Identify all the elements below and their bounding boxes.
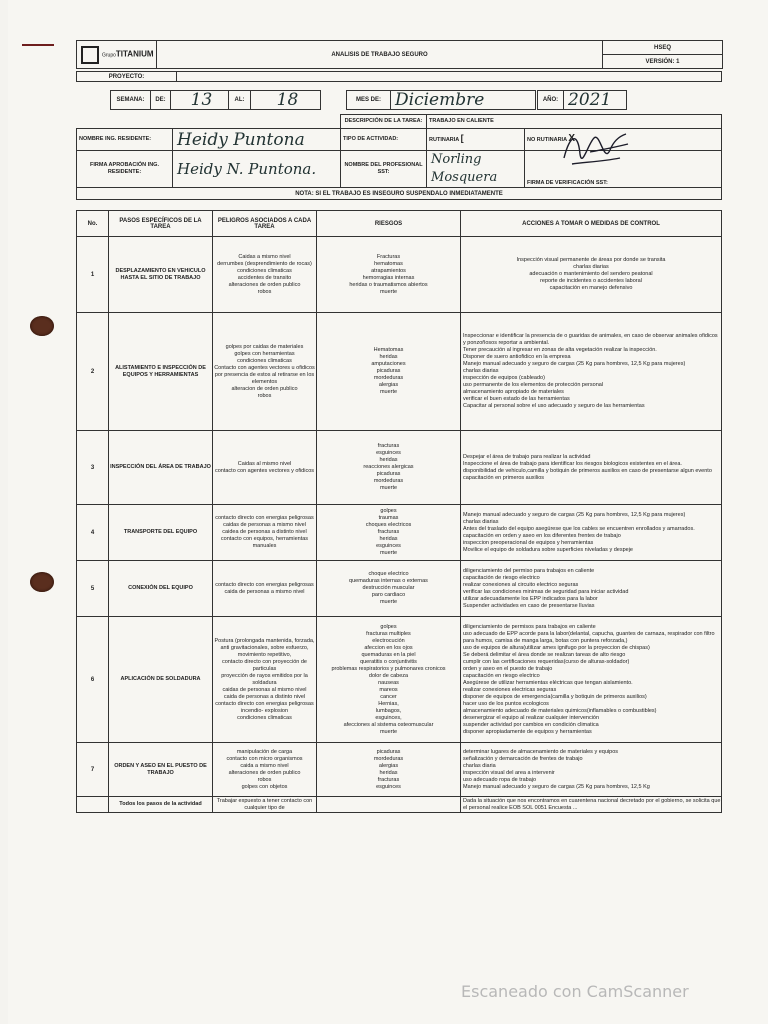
table-row	[77, 617, 722, 743]
row-peligros: Caidas al mismo nivel contacto con agentes vectores y ofidicos	[213, 431, 317, 505]
punch-hole-2	[30, 572, 54, 592]
logo-name: TITANIUM	[115, 49, 154, 59]
nombre-residente-label: NOMBRE ING. RESIDENTE:	[77, 129, 173, 151]
ano-label: AÑO:	[538, 91, 564, 110]
punch-hole-1	[30, 316, 54, 336]
col-header-peligros: PELIGROS ASOCIADOS A CADA TAREA	[213, 211, 317, 237]
project-label: PROYECTO:	[77, 72, 177, 82]
de-label: DE:	[151, 91, 171, 110]
table-row	[77, 313, 722, 431]
row-no: 2	[77, 313, 109, 431]
profesional-label: NOMBRE DEL PROFESIONAL SST:	[341, 151, 427, 188]
logo	[77, 41, 157, 69]
col-header-no: No.	[77, 211, 109, 237]
rutinaria-mark: [	[460, 133, 464, 143]
firma-verificacion-label: FIRMA DE VERIFICACIÓN SST:	[525, 151, 722, 188]
row-paso: ORDEN Y ASEO EN EL PUESTO DE TRABAJO	[109, 743, 213, 797]
row-riesgos: Fracturas hematomas atrapamientos hemorragias internas heridas o traumatismos abiertos muerte	[317, 237, 461, 313]
spacer	[77, 115, 341, 129]
table-row	[77, 561, 722, 617]
week-box	[110, 90, 321, 110]
row-acciones: Inspección visual permanente de áreas por donde se transita charlas diarias adecuación o mantenimiento del sendero peatonal reporte de incidentes o accidentes laboral capacitación en manejo defensivo	[461, 237, 722, 313]
row-no: 4	[77, 505, 109, 561]
firma-residente-label: FIRMA APROBACIÓN ING. RESIDENTE:	[77, 151, 173, 188]
al-value: 18	[251, 91, 321, 110]
desc-value: TRABAJO EN CALIENTE	[427, 115, 722, 129]
version-label: VERSIÓN: 1	[603, 55, 723, 69]
table-row	[77, 431, 722, 505]
row-acciones: diligenciamiento del permiso para trabajos en caliente capacitación de riesgo electrico realizar conexiones al circuito electrico seguras verificar las condiciones minimas de seguridad para iniciar actividad utilizar adecuadamente los EPP indicados para la labor Suspender actividades en caso de presentarse lluvias	[461, 561, 722, 617]
al-label: AL:	[229, 91, 251, 110]
row-paso: APLICACIÓN DE SOLDADURA	[109, 617, 213, 743]
profesional-value: Norling Mosquera	[427, 151, 525, 188]
table-row	[77, 743, 722, 797]
semana-label: SEMANA:	[111, 91, 151, 110]
firma-residente-value: Heidy N. Puntona.	[173, 151, 341, 188]
row-peligros: Caidas a mismo nivel derrumbes (desprendimiento de rocas) condiciones climaticas accidentes de transito alteraciones de orden publico robos	[213, 237, 317, 313]
table-row	[77, 237, 722, 313]
mes-label: MES DE:	[347, 91, 391, 110]
row-acciones: Manejo manual adecuado y seguro de cargas (25 Kg para hombres, 12,5 Kg para mujeres) charlas diarias Antes del traslado del equipo asegúrese que los cables se encuentren enrollados y amarrados. capacitación en orden y aseo en los diferentes frentes de trabajo inspeccion preoperacional de equipos y herramientas Movilice el equipo de soldadura sobre superficies niveladas y despeje	[461, 505, 722, 561]
risk-table	[76, 210, 722, 813]
row-no: 3	[77, 431, 109, 505]
rutinaria-label: RUTINARIA	[429, 137, 460, 143]
row-peligros: manipulación de carga contacto con micro organismos caida a mismo nivel alteraciones de orden publico robos golpes con objetos	[213, 743, 317, 797]
titanium-logo-icon	[81, 46, 99, 64]
row-acciones: determinar lugares de almacenamiento de materiales y equipos señalización y demarcación de frentes de trabajo charlas diaria inspección visual del area a intervenir uso adecuado ropa de trabajo Manejo manual adecuado y seguro de cargas (25 Kg para hombres, 12,5 Kg	[461, 743, 722, 797]
row-riesgos	[317, 797, 461, 813]
project-value	[177, 72, 722, 82]
row-no: 6	[77, 617, 109, 743]
row-acciones: diligenciamiento de permisos para trabajos en caliente uso adecuado de EPP acorde para la labor(delantal, capucha, guantes de carnaza, respirador con filtro para humos, camisa de manga larga, botas con puntera reforzada,) uso de equipos de altura(utilizar ames ignifugo por la proyeccion de chispas) Se deberá delimitar el área donde se realizan tareas de alto riesgo cumplir con las certificaciones requeridas(curso de alturas-soldador) orden y aseo en el puesto de trabajo capacitación en riesgo electrico Asegúrese de utilizar herramientas eléctricas que tengan aislamiento. realizar conexiones electricas seguras disponer de equipos de emergencia(camilla y botiquin de primeros auxilios) hacer uso de los puntos ecologicos almacenamiento adecuado de materiales quimicos(inflamables o combustibles) desenergizar el equipo al realizar cualquier intervención suspender actividad por cambios en condición climatica disponer apropiadamente de equipos y herramientas	[461, 617, 722, 743]
mes-value: Diciembre	[391, 91, 536, 110]
rutinaria-option	[427, 129, 525, 151]
row-paso: INSPECCIÓN DEL ÁREA DE TRABAJO	[109, 431, 213, 505]
col-header-pasos: PASOS ESPECÍFICOS DE LA TAREA	[109, 211, 213, 237]
row-peligros: Trabajar expuesto a tener contacto con cualquier tipo de	[213, 797, 317, 813]
nombre-residente-value: Heidy Puntona	[173, 129, 341, 151]
row-paso: ALISTAMIENTO E INSPECCIÓN DE EQUIPOS Y HERRAMIENTAS	[109, 313, 213, 431]
row-no: 7	[77, 743, 109, 797]
logo-prefix: Grupo	[102, 52, 116, 59]
row-riesgos: golpes fracturas multiples electrocución afeccion en los ojos quemaduras en la piel queratitis o conjuntivitis problemas respiratorios y pulmonares cronicos dolor de cabeza nauseas mareos cancer Hernias, lumbagos, esguinces, afecciones al sistema osteomuscular muerte	[317, 617, 461, 743]
row-no	[77, 797, 109, 813]
row-riesgos: choque electrico quemaduras internas o externas destrucción muscular paro cardiaco muerte	[317, 561, 461, 617]
camscanner-watermark: Escaneado con CamScanner	[461, 982, 689, 1001]
row-acciones: Dada la situación que nos encontramos en cuarentena nacional decretado por el gobierno, se solicita que el personal realice EOB SOL 0051 Encuesta ...	[461, 797, 722, 813]
row-peligros: Postura (prolongada mantenida, forzada, anti gravitacionales, sobre esfuerzo, movimiento repetitivo, contacto directo con proyección de particulas proyección de rayos emitidos por la soldadura caidas de personas al mismo nivel caida de personas a distinto nivel contacto directo con energias peligrosas incendio- explosion condiciones climaticas	[213, 617, 317, 743]
document-title: ANALISIS DE TRABAJO SEGURO	[157, 41, 603, 69]
row-peligros: golpes por caidas de materiales golpes con herramientas condiciones climaticas Contacto con agentes vectores u ofidicos por presencia de estos al retirarse en los elementos alteracion de orden publico robos	[213, 313, 317, 431]
row-riesgos: golpes traumas choques electricos fracturas heridas esguinces muerte	[317, 505, 461, 561]
pen-mark	[22, 44, 54, 46]
row-acciones: Inspeccionar e identificar la presencia de o guaridas de animales, en caso de observar animales ofidicos y ponzoñosos reportar a ambiental. Tener precaución al ingresar en zonas de alta vegetación realizar la inspección. Disponer de suero antiofidico en la empresa Manejo manual adecuado y seguro de cargas (25 Kg para hombres, 12,5 Kg para mujeres) charlas diarias inspección de equipos (cableado) uso permanente de los elementos de protección personal almacenamiento apropiado de materiales verificar el buen estado de las herramientas Capacitar al personal sobre el uso adecuado y seguro de las herramientas	[461, 313, 722, 431]
de-value: 13	[171, 91, 229, 110]
safety-note: NOTA: SI EL TRABAJO ES INSEGURO SUSPENDALO INMEDIATAMENTE	[77, 188, 722, 200]
row-paso: TRANSPORTE DEL EQUIPO	[109, 505, 213, 561]
table-header-row	[77, 211, 722, 237]
tipo-actividad-label: TIPO DE ACTIVIDAD:	[341, 129, 427, 151]
row-riesgos: fracturas esguinces heridas reacciones alergicas picaduras mordeduras muerte	[317, 431, 461, 505]
ano-value: 2021	[564, 91, 627, 110]
row-peligros: contacto directo con energias peligrosas caidas de personas a mismo nivel caidea de personas a distinto nivel contacto con equipos, herramientas manuales	[213, 505, 317, 561]
col-header-riesgos: RIESGOS	[317, 211, 461, 237]
month-box	[346, 90, 536, 110]
hseq-label: HSEQ	[603, 41, 723, 55]
row-paso: CONEXIÓN DEL EQUIPO	[109, 561, 213, 617]
year-box	[537, 90, 627, 110]
row-riesgos: picaduras mordeduras alergias heridas fracturas esguinces	[317, 743, 461, 797]
row-peligros: contacto directo con energias peligrosas caida de personas a mismo nivel	[213, 561, 317, 617]
row-acciones: Despejar el área de trabajo para realizar la actividad Inspeccione el área de trabajo para identificar los riesgos biologicos existentes en el área. disponibilidad de vehiculo,camilla y botiquin de primeros auxilios en caso de presentarse algun evento capacitación en primeros auxilios	[461, 431, 722, 505]
desc-label: DESCRIPCIÓN DE LA TAREA:	[341, 115, 427, 129]
row-no: 5	[77, 561, 109, 617]
header-table	[76, 40, 723, 69]
week-row	[76, 82, 722, 112]
row-paso: DESPLAZAMIENTO EN VEHICULO HASTA EL SITIO DE TRABAJO	[109, 237, 213, 313]
col-header-acciones: ACCIONES A TOMAR O MEDIDAS DE CONTROL	[461, 211, 722, 237]
row-no: 1	[77, 237, 109, 313]
row-paso: Todos los pasos de la actividad	[109, 797, 213, 813]
project-row	[76, 71, 722, 82]
table-row	[77, 797, 722, 813]
sst-signature	[560, 124, 632, 174]
no-rutinaria-label: NO RUTINARIA	[527, 137, 567, 143]
table-row	[77, 505, 722, 561]
no-rutinaria-mark: X	[568, 133, 576, 144]
row-riesgos: Hematomas heridas amputaciones picaduras mordeduras alergias muerte	[317, 313, 461, 431]
